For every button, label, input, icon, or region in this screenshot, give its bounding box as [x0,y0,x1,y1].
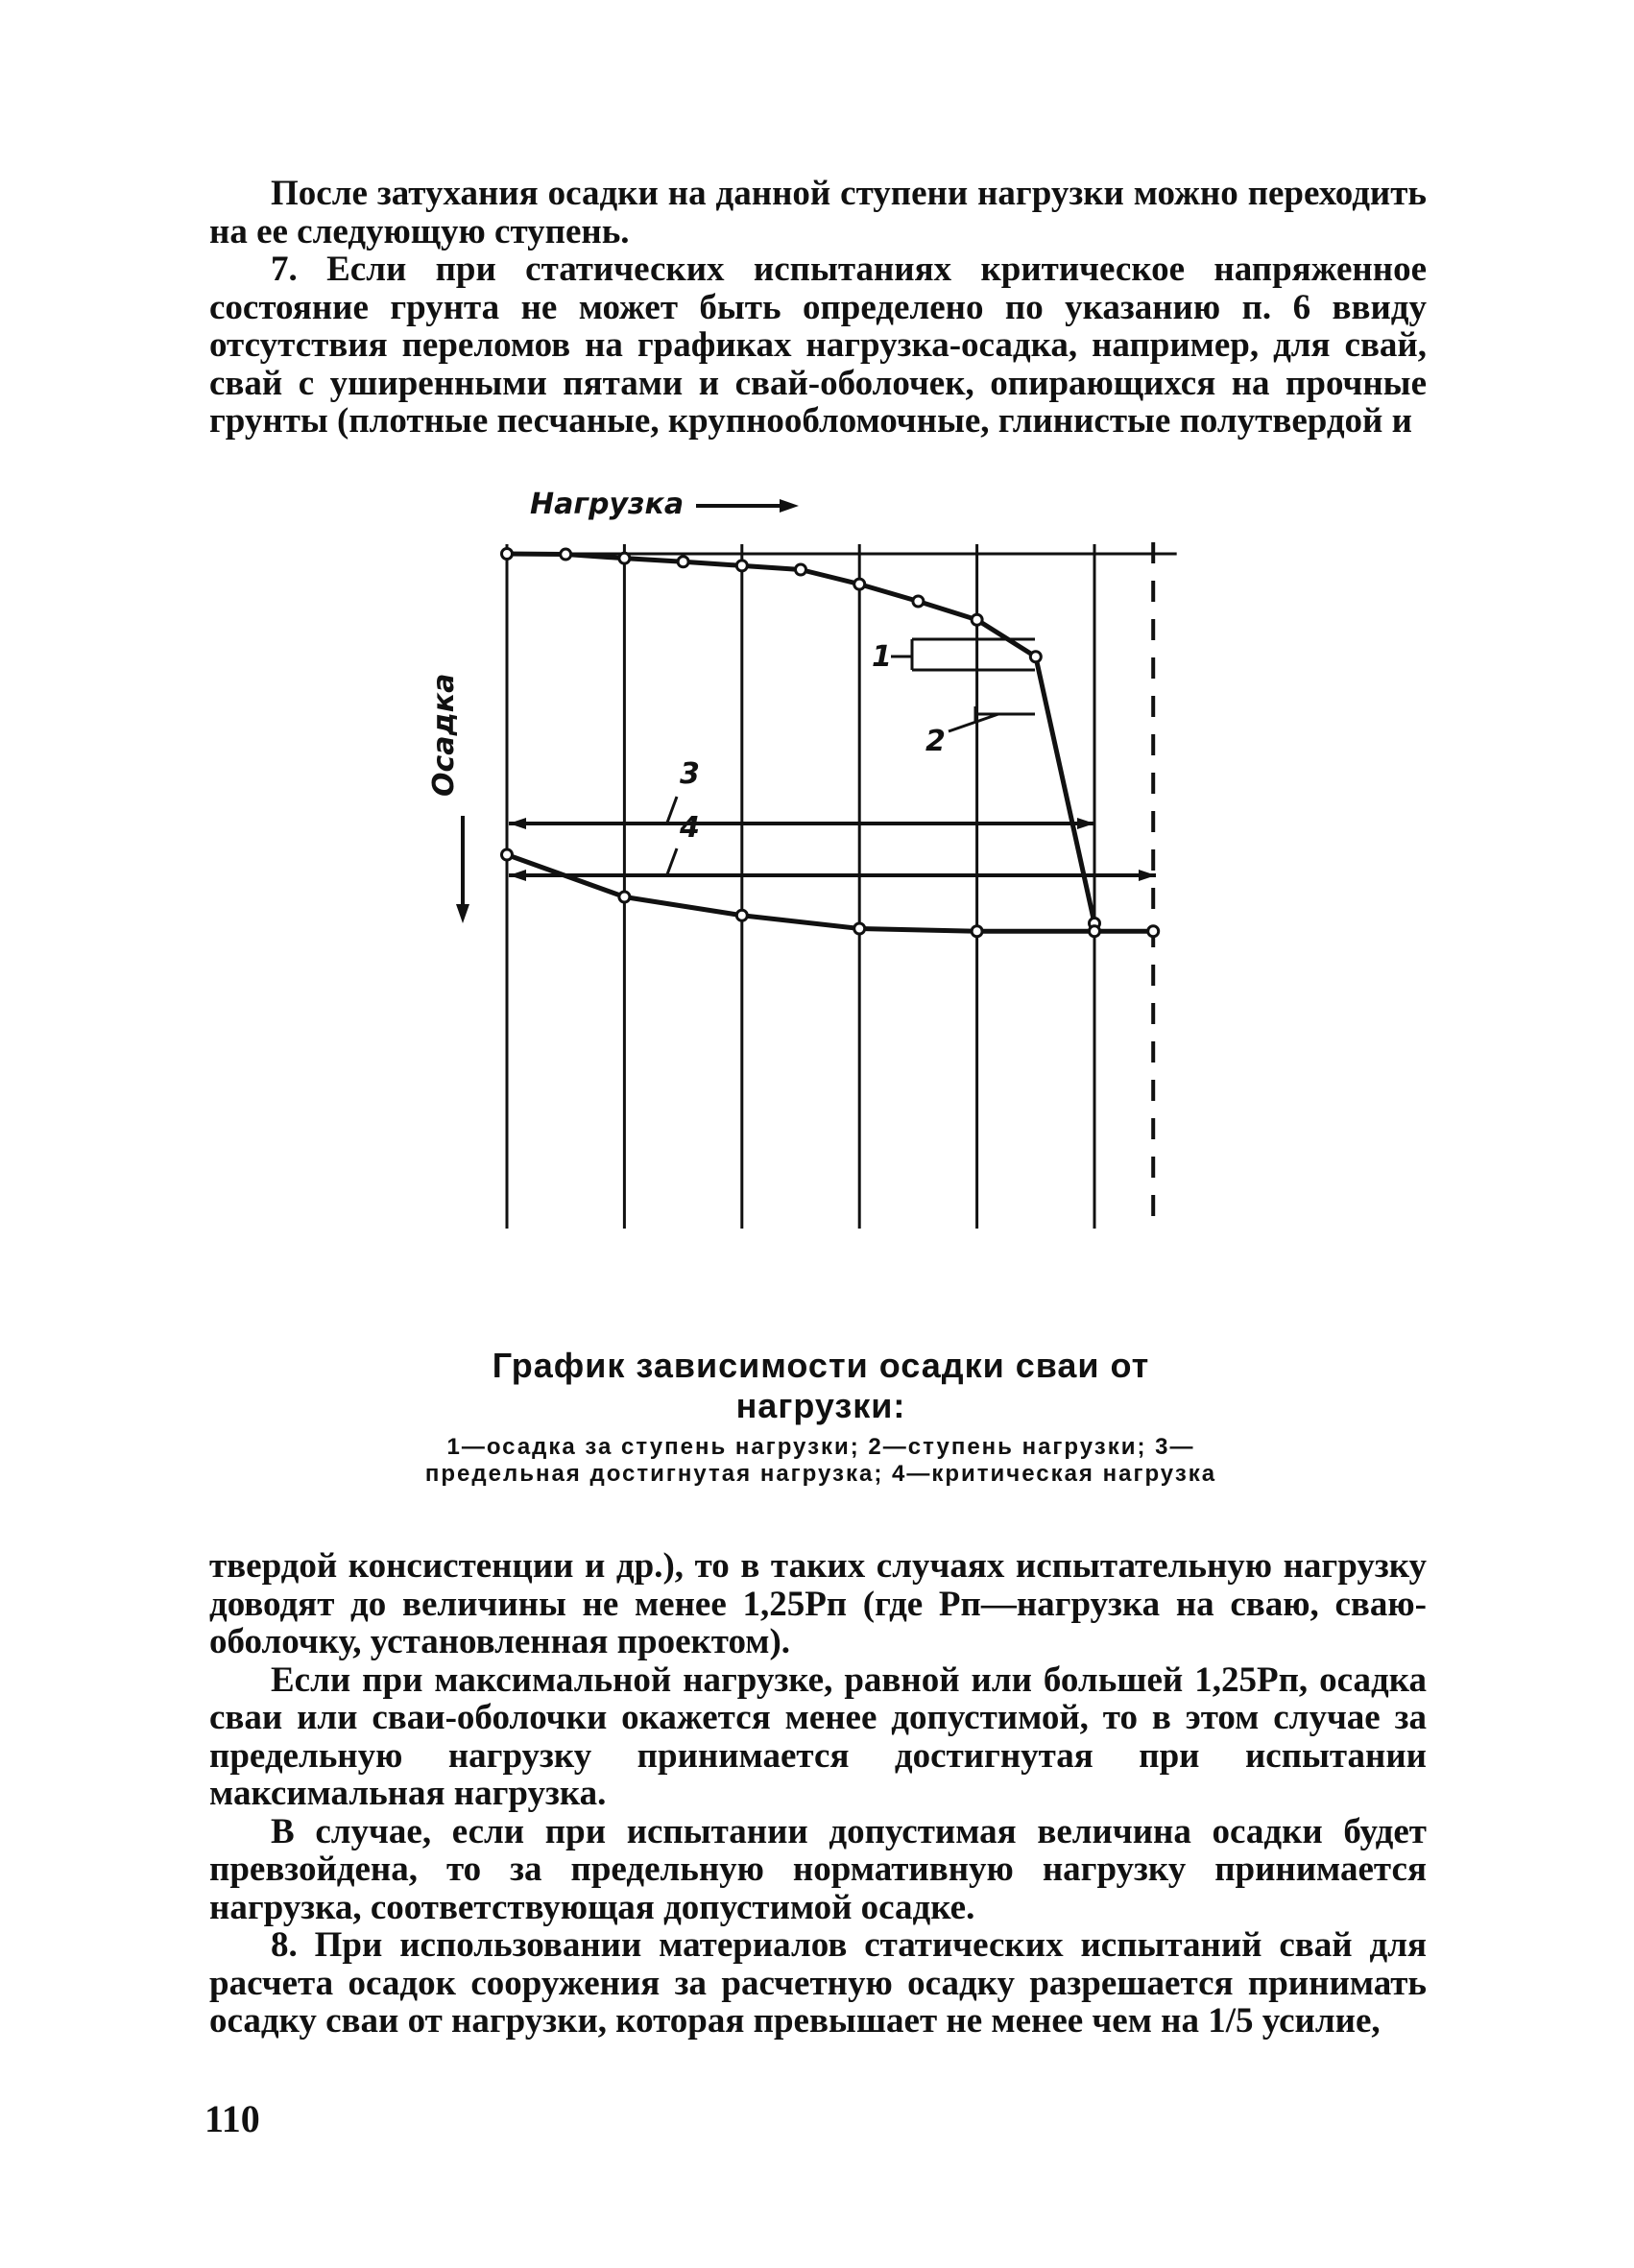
marker-3-leader [667,797,677,823]
data-point [561,549,571,560]
marker-4: 4 [680,811,700,845]
marker-2-leader [949,714,998,731]
data-point [854,579,865,589]
figure-caption-legend: 1—осадка за ступень нагрузки; 2—ступень нагрузки; 3—предельная достигнутая нагрузка; 4—критическая нагрузка [424,1434,1217,1487]
data-point [796,564,806,575]
data-point [1148,926,1159,937]
series-line-loading [507,554,1094,923]
series-line-unloading [507,855,1153,932]
x-axis-label: Нагрузка [530,488,685,521]
paragraph: твердой консистенции и др.), то в таких случаях испытательную нагрузку доводят до величины не менее 1,25Pп (где Pп—нагрузка на сваю, сваю-оболочку, установленная проектом). [209,1546,1427,1661]
bottom-text-block [209,1547,1427,2041]
critical-load-arrow-left [509,870,526,881]
data-point [1030,652,1041,662]
marker-2: 2 [925,725,946,758]
marker-3: 3 [680,757,700,791]
data-point [502,549,513,560]
data-point [854,923,865,934]
y-axis-arrowhead [456,904,469,923]
ultimate-load-arrow-right [1077,818,1094,829]
ultimate-load-arrow-left [509,818,526,829]
figure-caption-title: График зависимости осадки сваи от нагрузки: [492,1346,1150,1425]
data-point [678,557,688,567]
data-point [502,849,513,860]
paragraph: 7. Если при статических испытаниях критическое напряженное состояние грунта не может быть определено по указанию п. 6 ввиду отсутствия переломов на графиках нагрузка-осадка, например, для свай, свай с уширенными пятами и свай-оболочек, опирающихся на прочные грунты (плотные песчаные, крупнообломочные, глинистые полутвердой и [209,250,1427,441]
data-point [972,614,982,625]
data-point [736,910,747,920]
paragraph: Если при максимальной нагрузке, равной или большей 1,25Pп, осадка сваи или сваи-оболочки окажется менее допустимой, то в этом случае за предельную нагрузку принимается достигнутая при испытании максимальная нагрузка. [209,1659,1427,1813]
data-point [1090,926,1100,937]
page-number: 110 [204,2097,260,2140]
critical-load-arrow-right [1139,870,1156,881]
load-settlement-chart [422,480,1219,1305]
marker-1: 1 [872,640,892,674]
data-point [913,596,924,607]
x-axis-arrowhead [780,499,799,513]
paragraph: В случае, если при испытании допустимая величина осадки будет превзойдена, то за предельную нормативную нагрузку принимается нагрузка, соответствующая допустимой осадке. [209,1811,1427,1927]
paragraph: 8. При использовании материалов статических испытаний свай для расчета осадок сооружения за расчетную осадку разрешается принимать осадку сваи от нагрузки, которая превышает не менее чем на 1/5 усилие, [209,1925,1427,2041]
data-point [736,561,747,571]
data-point [619,553,630,563]
top-text-block [209,175,1427,441]
paragraph: После затухания осадки на данной ступени нагрузки можно переходить на ее следующую ступень. [209,174,1427,251]
y-axis-label: Осадка [427,673,461,797]
data-point [619,892,630,902]
data-point [972,926,982,937]
marker-4-leader [667,848,677,874]
